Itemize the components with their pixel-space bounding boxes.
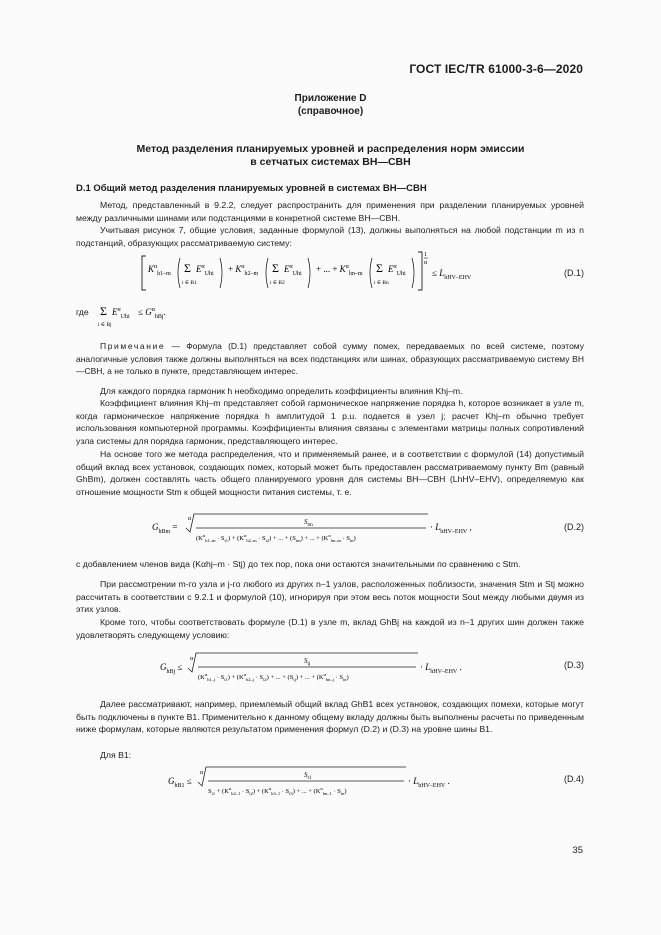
paragraph-6: с добавлением членов вида (Kαhj–m · Stj) до тех пор, пока они остаются значительными по сравнению с Stm. xyxy=(76,559,521,569)
svg-text:Σ: Σ xyxy=(376,261,383,275)
svg-text:GhBm =: $G_{hBm}$ = xyxy=(152,522,178,535)
svg-text:i ∈ Bn: i ∈ Bn xyxy=(374,280,389,286)
paragraph-9: Далее рассматривают, например, приемлемый общий вклад GhB1 всех установок, создающих помехи, которые могут быть подключены в пункте B1. Применительно к данному общему вкладу должны быть выполнены расчеты по приведенным ниже формулам, которые являются результатом применения формул (D.2) и (D.3) на уровне шины B1. xyxy=(76,699,584,735)
formula-d2 xyxy=(76,508,584,552)
svg-text:EαUhi: $E^\alpha_{Uhi}$ xyxy=(112,307,130,320)
svg-text:(Kαh1–j · St1) + (Kαh2–j · St2: $(K^\alpha_{h1-j} \cdot S_{t1}) + (K^\alpha_{h2-j} \cdot S_{t2})$ + ... + $(S_{tj})$ + ... + $(K^\alpha_{hn-j} \cdot S_{tn})$ xyxy=(198,672,349,682)
formula-d4-graphic xyxy=(76,762,584,804)
document-header: ГОСТ IEC/TR 61000-3-6—2020 xyxy=(409,62,583,76)
svg-text:GhB1 ≤: $G_{hB1}$ ≤ xyxy=(168,776,192,789)
svg-text:EαUhi: $E^\alpha_{Uhi}$ xyxy=(388,264,406,277)
svg-text:(Kαh1–m · St1) + (Kαh2–m · St2: $(K^\alpha_{h1-m} \cdot S_{t1}) + (K^\alpha_{h2-m} \cdot S_{t2})$ + ... + $(S_{tm})$ + ... + $(K^\alpha_{hn-m} \cdot S_{tn})$ xyxy=(196,533,356,543)
svg-text:α: α xyxy=(188,516,192,522)
svg-text:i ∈ B2: i ∈ B2 xyxy=(270,280,285,286)
equation-number-d4: (D.4) xyxy=(564,774,584,784)
svg-text:· LhHV–EHV ,: · $L_{hHV-EHV}$ , xyxy=(430,522,472,535)
svg-text:+ Kαh2–m: + $K^\alpha_{h2-m}$ xyxy=(228,264,259,277)
svg-text:· LhHV–EHV .: · $L_{hHV-EHV}$ . xyxy=(408,776,450,789)
formula-d3-graphic xyxy=(76,648,584,690)
where-formula xyxy=(98,302,218,328)
paragraph-7: При рассмотрении m-го узла и j-го любого из других n–1 узлов, расположенных поблизости, значения Stm и Stj можно рассчитать в соответствии с 9.2.1 и формулой (10), игнорируя при этом весь поток мощности Sout между любыми двумя из этих узлов. xyxy=(76,579,584,615)
svg-text:1: 1 xyxy=(424,252,427,258)
equation-number-d2: (D.2) xyxy=(564,522,584,532)
formula-d4 xyxy=(76,762,584,804)
svg-text:EαUhi: $E^\alpha_{Uhi}$ xyxy=(284,264,302,277)
svg-text:GhBj ≤: $G_{hBj}$ ≤ xyxy=(160,662,183,675)
note-label: Примечание xyxy=(100,341,166,351)
svg-text:St1: $S_{t1}$ xyxy=(304,771,312,781)
svg-text:Kαh1–m: $K^\alpha_{h1-m}$ xyxy=(148,264,171,277)
svg-text:Σ: Σ xyxy=(272,261,279,275)
svg-text:≤ LhHV–EHV: ≤ $L_{hHV-EHV}$ xyxy=(432,268,472,281)
svg-text:≤ GαhBj.: ≤ $G^\alpha_{hBj}$. xyxy=(138,307,166,320)
formula-d3 xyxy=(76,648,584,690)
svg-text:Stm: $S_{tm}$ xyxy=(304,518,313,528)
main-title xyxy=(0,143,661,169)
paragraph-2: Учитывая рисунок 7, общие условия, заданные формулой (13), должны выполняться на любой подстанции m из n подстанций, образующих рассматриваемую систему: xyxy=(76,225,584,248)
paragraph-10: Для B1: xyxy=(100,750,132,760)
appendix-subtitle: (справочное) xyxy=(297,106,364,117)
svg-text:Σ: Σ xyxy=(100,304,107,318)
page-number: 35 xyxy=(572,845,583,856)
svg-text:+ ... + Kαhn–m: + ... + $K^\alpha_{hn-m}$ xyxy=(316,264,363,277)
svg-text:i ∈ Bj: i ∈ Bj xyxy=(98,322,112,328)
main-title-line2: в сетчатых системах ВН—СВН xyxy=(250,156,411,168)
equation-number-d3: (D.3) xyxy=(564,660,584,670)
where-clause xyxy=(76,302,584,328)
equation-number-d1: (D.1) xyxy=(564,268,584,278)
paragraph-8: Кроме того, чтобы соответствовать формуле (D.1) в узле m, вклад GhBj на каждой из n–1 других шин должен также удовлетворять следующему условию: xyxy=(76,617,584,640)
formula-d2-graphic xyxy=(76,508,584,552)
formula-d1-graphic xyxy=(76,250,584,296)
paragraph-5: На основе того же метода распределения, что и применяемый ранее, и в соответствии с формулой (14) допустимый общий вклад всех установок, создающих помех, который может быть предоставлен рассматриваемому пункту Bm (равный GhBm), должен составлять часть общего планируемого уровня для системы ВН—СВН (LhHV–EHV), определяемую как отношение мощности Stm к общей мощности питания системы, т. е. xyxy=(76,449,584,497)
svg-text:i ∈ B1: i ∈ B1 xyxy=(182,280,197,286)
paragraph-3: Для каждого порядка гармоник h необходимо определить коэффициенты влияния Khj–m. xyxy=(100,386,463,396)
section-heading: D.1 Общий метод разделения планируемых уровней в системах ВН—СВН xyxy=(76,183,427,194)
appendix-title: Приложение D xyxy=(294,93,367,104)
svg-text:Σ: Σ xyxy=(184,261,191,275)
svg-text:Stj: $S_{tj}$ xyxy=(304,657,311,667)
formula-d1 xyxy=(76,250,584,296)
note xyxy=(76,340,584,378)
main-title-line1: Метод разделения планируемых уровней и распределения норм эмиссии xyxy=(136,143,525,155)
svg-text:α: α xyxy=(424,260,428,266)
paragraph-1: Метод, представленный в 9.2.2, следует распространить для применения при разделении планируемых уровней между различными шинами или подстанциями в конкретной системе ВН—СВН. xyxy=(76,200,584,223)
svg-text:St1 + (Kαh2–1 · St2) + (Kαh3–1: $S_{t1} + (K^\alpha_{h2-1} \cdot S_{t2}) + (K^\alpha_{h3-1} \cdot S_{t3})$ + ... + $(K^\alpha_{hn-1} \cdot S_{tn})$ xyxy=(208,786,347,796)
svg-text:α: α xyxy=(200,770,204,776)
svg-text:· LhHV–EHV .: · $L_{hHV-EHV}$ . xyxy=(420,662,462,675)
where-label: где xyxy=(76,307,89,317)
svg-text:EαUhi: $E^\alpha_{Uhi}$ xyxy=(196,264,214,277)
paragraph-4: Коэффициент влияния Khj–m представляет собой гармоническое напряжение порядка h, которое возникает в узле m, когда гармоническое напряжение порядка h амплитудой 1 p.u. подается в узел j; расчет Khj–m обычно требует использования компьютерной программы. Коэффициенты влияния связаны с элементами матрицы полных сопротивлений узла системы для порядка гармоник, представляющего интерес. xyxy=(76,398,584,446)
svg-text:α: α xyxy=(190,656,194,662)
note-text: — Формула (D.1) представляет собой сумму помех, передаваемых по всей системе, поэтому аналогичные условия также должны выполняться на всех подстанциях или шинах, образующих рассматриваемую систему ВН—СВН, а не только в пункте, представляющем интерес. xyxy=(76,341,584,377)
